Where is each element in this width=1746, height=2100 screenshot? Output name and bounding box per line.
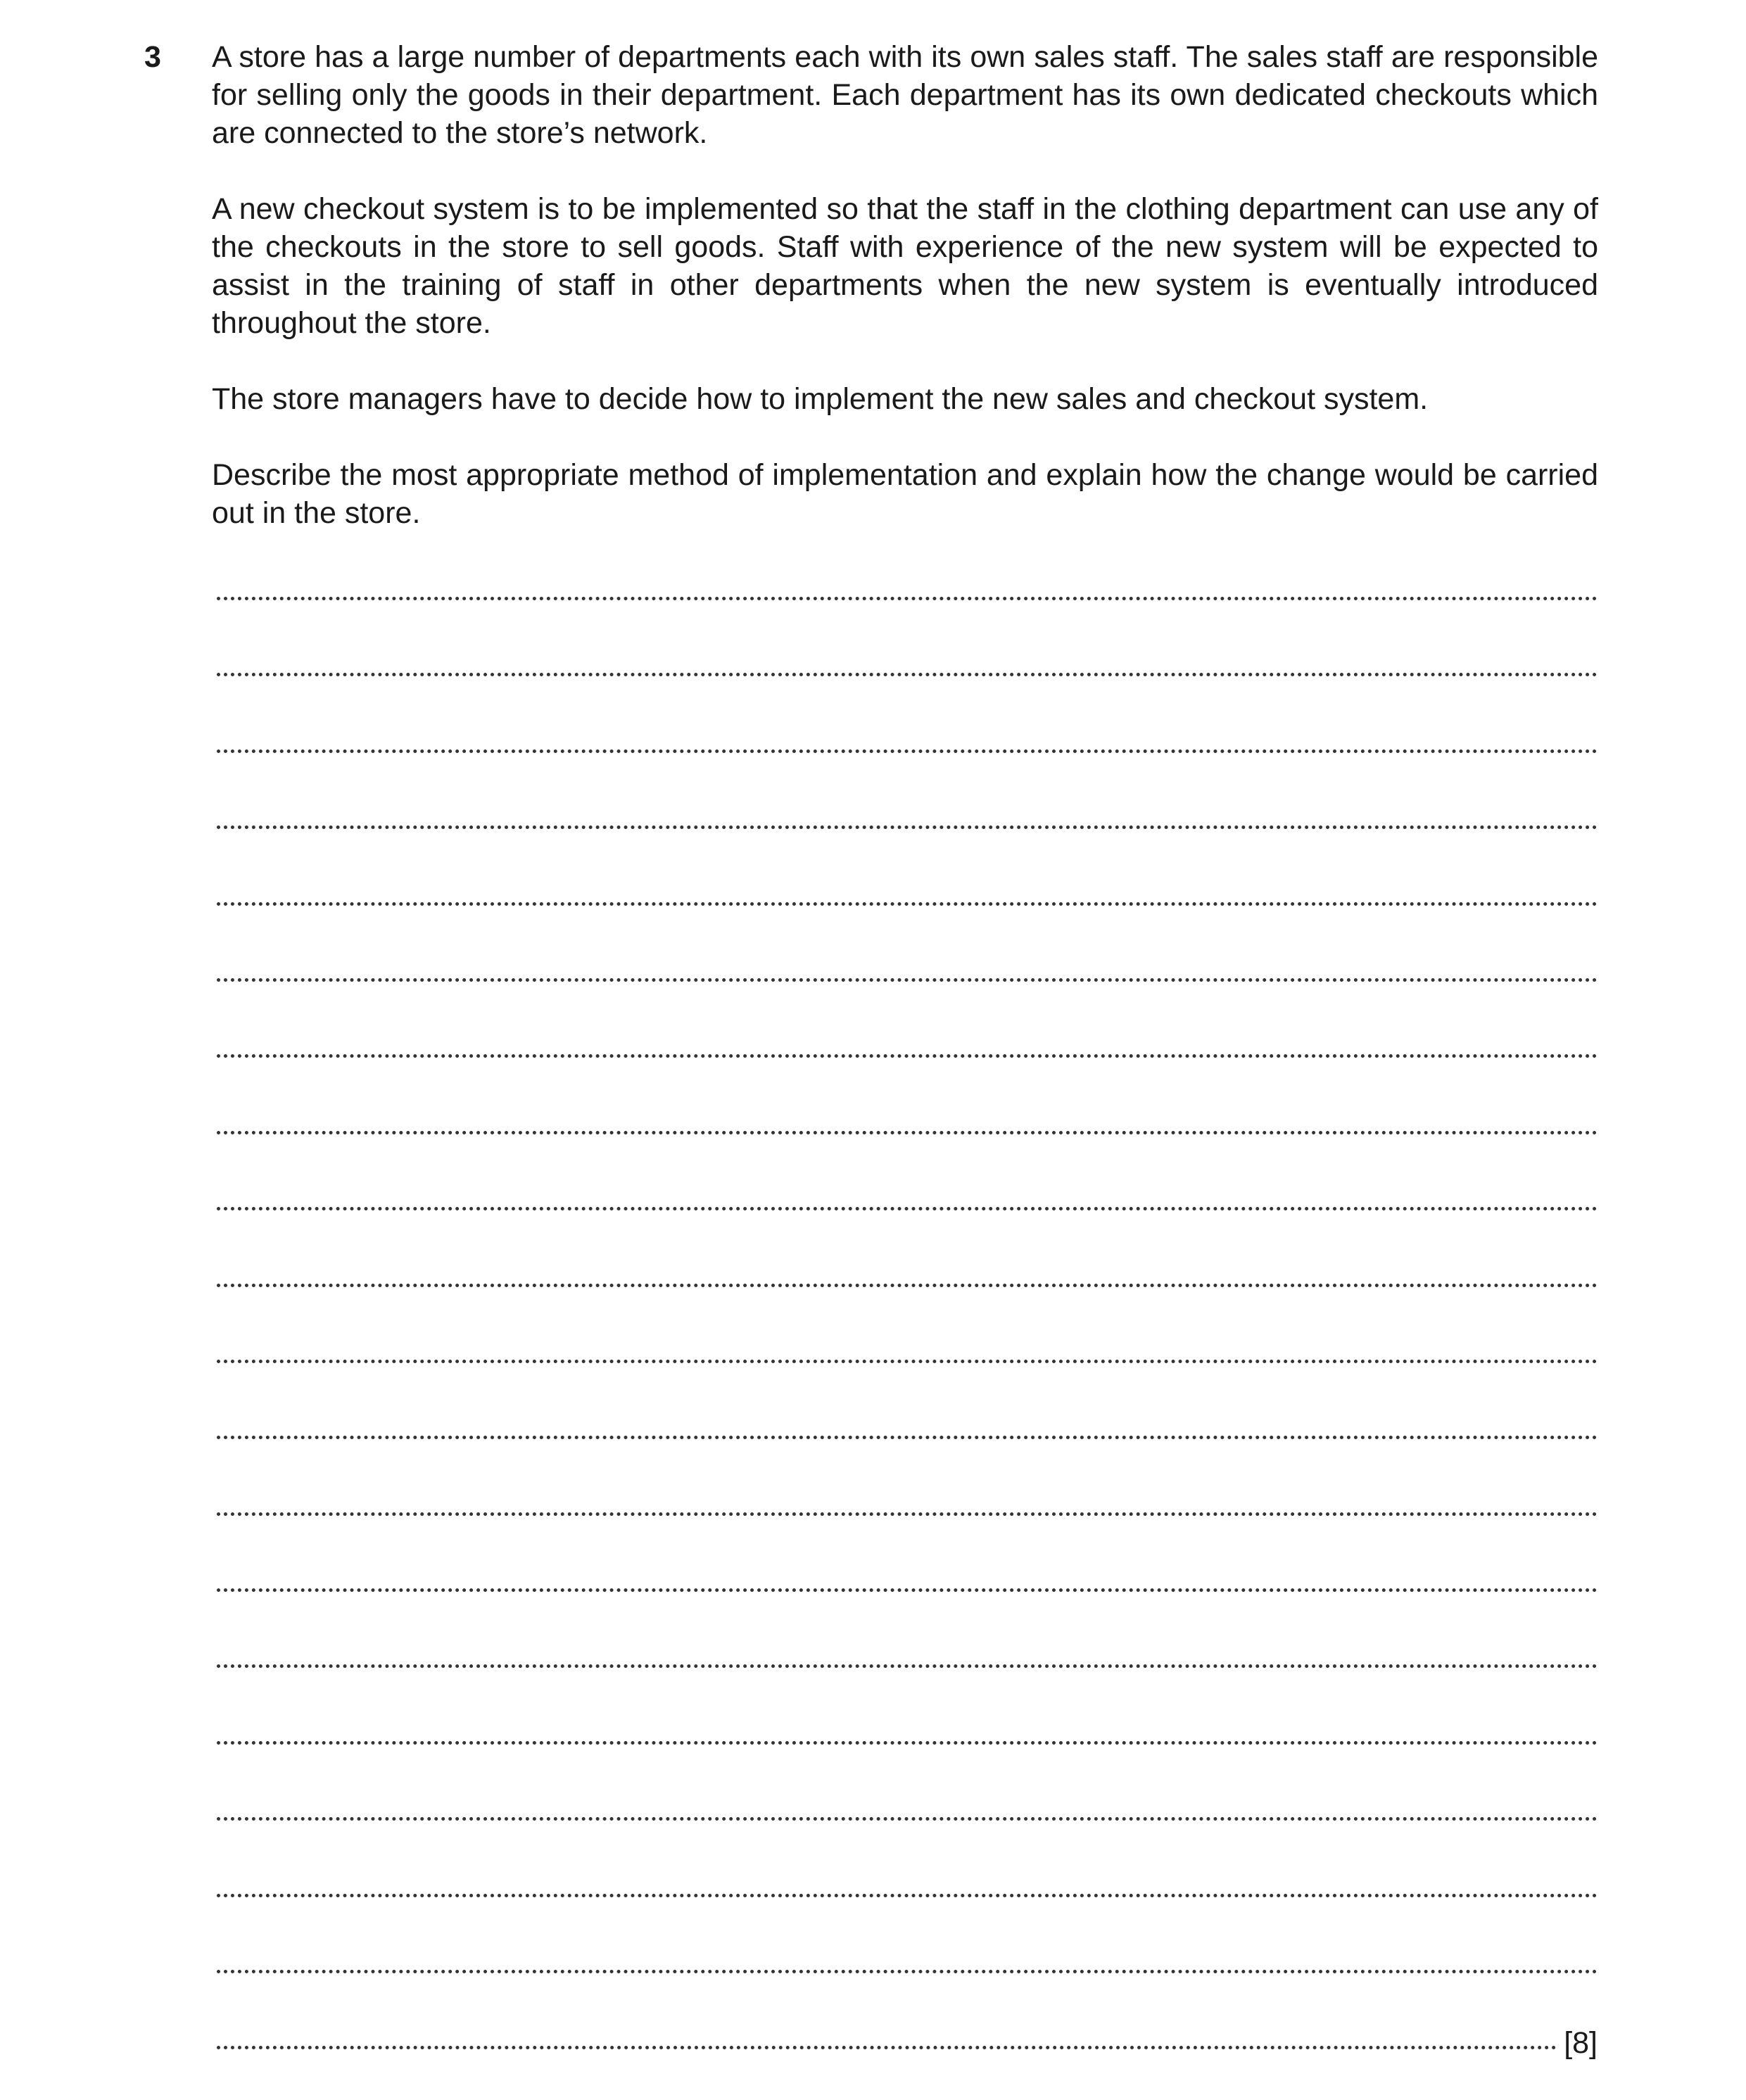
dotted-rule [217,1970,1598,1973]
answer-line[interactable] [217,1257,1598,1333]
answer-area[interactable] [217,570,1598,2096]
dotted-rule [217,1207,1598,1210]
question-number: 3 [144,40,161,74]
answer-line[interactable] [217,1027,1598,1103]
answer-line[interactable] [217,1333,1598,1409]
answer-line-final[interactable] [217,2019,1598,2095]
dotted-rule [217,673,1598,676]
dotted-rule [217,2046,1557,2049]
dotted-rule [217,1360,1598,1363]
dotted-rule [217,1588,1598,1592]
dotted-rule [217,1284,1598,1287]
question-paragraph-1: A store has a large number of departments each with its own sales staff. The sales staff are responsible for selling only the goods in their department. Each department has its own dedicated checkouts which are connected to the store’s network. [212,40,1598,150]
answer-line[interactable] [217,1409,1598,1485]
answer-line[interactable] [217,570,1598,646]
answer-line[interactable] [217,951,1598,1027]
dotted-rule [217,1054,1598,1058]
answer-line[interactable] [217,1180,1598,1256]
answer-line[interactable] [217,1867,1598,1943]
dotted-rule [217,902,1598,906]
answer-line[interactable] [217,646,1598,722]
answer-line[interactable] [217,875,1598,951]
dotted-rule [217,1817,1598,1821]
dotted-rule [217,1664,1598,1668]
dotted-rule [217,1512,1598,1516]
marks-label: [8] [1564,2026,1598,2061]
question-paragraph-3: The store managers have to decide how to implement the new sales and checkout system. [212,382,1429,416]
question-paragraph-4: Describe the most appropriate method of implementation and explain how the change would be carried out in the store. [212,458,1598,530]
answer-line[interactable] [217,1790,1598,1866]
answer-line[interactable] [217,1486,1598,1562]
dotted-rule [217,1436,1598,1439]
dotted-rule [217,978,1598,982]
answer-line[interactable] [217,799,1598,875]
dotted-rule [217,1131,1598,1134]
answer-line[interactable] [217,1562,1598,1638]
dotted-rule [217,1894,1598,1897]
dotted-rule [217,749,1598,753]
question-paragraph-2: A new checkout system is to be implemented so that the staff in the clothing department can use any of the checkouts in the store to sell goods. Staff with experience of the new system will be expected to assist in the training of staff in other departments when the new system is eventually introduced throughout the store. [212,192,1598,340]
answer-line[interactable] [217,1943,1598,2019]
dotted-rule [217,826,1598,829]
question-text [212,38,1598,570]
answer-line[interactable] [217,1714,1598,1790]
answer-line[interactable] [217,1638,1598,1714]
answer-line[interactable] [217,1104,1598,1180]
dotted-rule [217,597,1598,600]
answer-line[interactable] [217,723,1598,799]
dotted-rule [217,1741,1598,1745]
